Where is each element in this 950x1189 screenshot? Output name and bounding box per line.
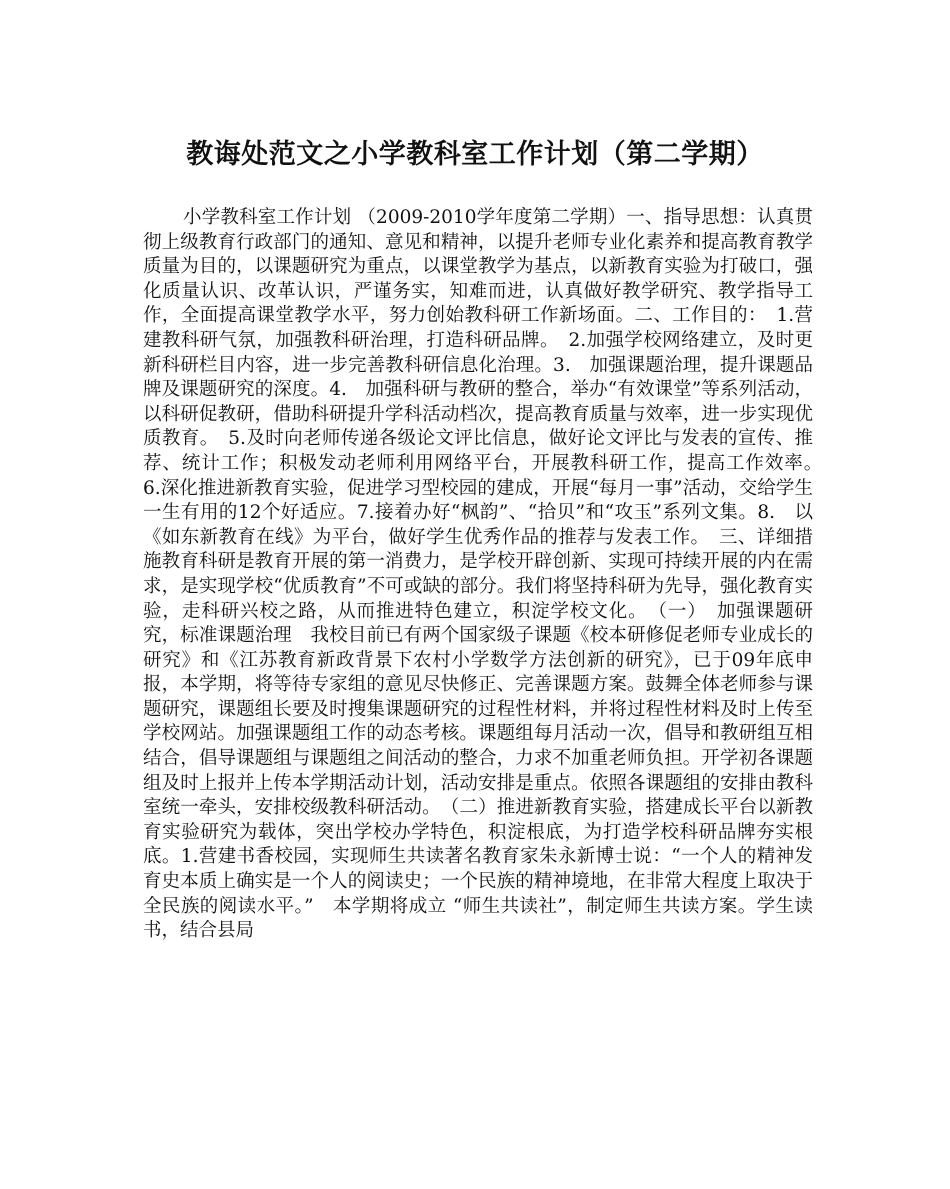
document-body-paragraph: 小学教科室工作计划 （2009-2010学年度第二学期）一、指导思想：认真贯彻上级教育行政部门的通知、意见和精神，以提升老师专业化素养和提高教育教学质量为目的，以课题研究为重点，以课堂教学为基点，以新教育实验为打破口，强化质量认识、改革认识，严谨务实，知难而进，认真做好教学研究、教学指导工作，全面提高课堂教学水平，努力创始教科研工作新场面。二、工作目的： 1.营建教科研气氛，加强教科研治理，打造科研品牌。 2.加强学校网络建立，及时更新科研栏目内容，进一步完善教科研信息化治理。3. 加强课题治理，提升课题品牌及课题研究的深度。4. 加强科研与教研的整合，举办“有效课堂”等系列活动，以科研促教研，借助科研提升学科活动档次，提高教育质量与效率，进一步实现优质教育。 5.及时向老师传递各级论文评比信息，做好论文评比与发表的宣传、推荐、统计工作；积极发动老师利用网络平台，开展教科研工作，提高工作效率。 6.深化推进新教育实验，促进学习型校园的建成，开展“每月一事”活动，交给学生一生有用的12个好适应。7.接着办好“枫韵”、“拾贝”和“攻玉”系列文集。8. 以《如东新教育在线》为平台，做好学生优秀作品的推荐与发表工作。 三、详细措施教育科研是教育开展的第一消费力，是学校开辟创新、实现可持续开展的内在需求，是实现学校“优质教育”不可或缺的部分。我们将坚持科研为先导，强化教育实验，走科研兴校之路，从而推进特色建立，积淀学校文化。 （一） 加强课题研究，标准课题治理 我校目前已有两个国家级子课题《校本研修促老师专业成长的研究》和《江苏教育新政背景下农村小学数学方法创新的研究》，已于09年底申报，本学期，将等待专家组的意见尽快修正、完善课题方案。鼓舞全体老师参与课题研究，课题组长要及时搜集课题研究的过程性材料，并将过程性材料及时上传至学校网站。加强课题组工作的动态考核。课题组每月活动一次，倡导和教研组互相结合，倡导课题组与课题组之间活动的整合，力求不加重老师负担。开学初各课题组及时上报并上传本学期活动计划，活动安排是重点。依照各课题组的安排由教科室统一牵头，安排校级教科研活动。 （二）推进新教育实验，搭建成长平台以新教育实验研究为载体，突出学校办学特色，积淀根底，为打造学校科研品牌夯实根底。1.营建书香校园，实现师生共读著名教育家朱永新博士说：“一个人的精神发育史本质上确实是一个人的阅读史；一个民族的精神境地，在非常大程度上取决于全民族的阅读水平。” 本学期将成立 “师生共读社”，制定师生共读方案。学生读书，结合县局 bbox=[143, 207, 832, 942]
document-title: 教诲处范文之小学教科室工作计划（第二学期） bbox=[186, 139, 764, 170]
